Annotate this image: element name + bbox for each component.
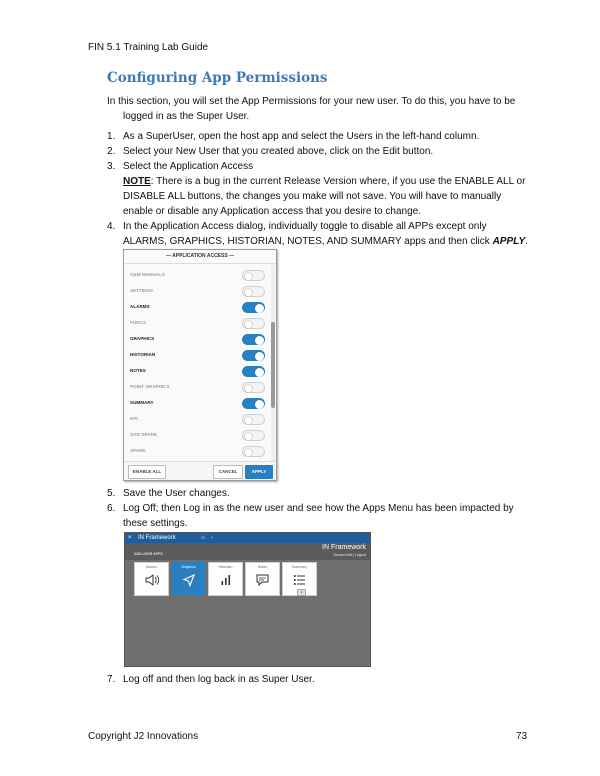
app-access-toggle[interactable] [242, 318, 265, 329]
app-access-toggle[interactable] [242, 446, 265, 457]
app-tile-summary[interactable] [282, 562, 317, 596]
app-tile-label: Graphics [181, 565, 196, 569]
intro-line-2: logged in as the Super User. [123, 111, 250, 122]
app-access-row [124, 444, 270, 460]
step-text: Save the User changes. [123, 488, 230, 499]
home-icon[interactable]: ⌂ [201, 535, 205, 541]
cancel-button[interactable]: CANCEL [213, 465, 243, 479]
page-header: FIN 5.1 Training Lab Guide [88, 42, 209, 53]
toggle-knob [255, 304, 264, 313]
framework-top-bar [125, 533, 370, 543]
user-info[interactable]: Gerard Huff | Logout [333, 553, 366, 557]
app-access-list [124, 265, 270, 462]
step-number: 1. [107, 131, 116, 142]
page-number: 73 [516, 731, 528, 742]
toggle-knob [244, 288, 253, 297]
app-access-label: SITE SPARK [130, 432, 158, 437]
step-text [123, 159, 532, 219]
step-text: Log Off; then Log in as the new user and see how the Apps Menu has been impacted by these settings. [123, 503, 514, 529]
app-access-row [124, 316, 270, 332]
step-2 [107, 144, 532, 159]
step-number: 6. [107, 503, 116, 514]
dialog-title: — APPLICATION ACCESS — [124, 250, 276, 264]
speaker-icon [135, 573, 168, 591]
app-access-row [124, 348, 270, 364]
app-access-label: ALARMS [130, 304, 150, 309]
app-access-label: GRAPHICS [130, 336, 155, 341]
app-tile-label: Alarms [146, 565, 157, 569]
toggle-knob [244, 384, 253, 393]
step-4-period: . [525, 236, 528, 247]
app-access-label: KPI [130, 416, 138, 421]
toggle-knob [244, 432, 253, 441]
app-access-row [124, 268, 270, 284]
app-access-row [124, 300, 270, 316]
step-number: 2. [107, 146, 116, 157]
toggle-knob [244, 448, 253, 457]
app-access-toggle[interactable] [242, 350, 265, 361]
navigate-arrow-icon [172, 573, 205, 592]
step-text: Select your New User that you created above, click on the Edit button. [123, 146, 434, 157]
dialog-footer [124, 461, 276, 481]
intro-line-1: In this section, you will set the App Permissions for your new user. To do this, you have to be [107, 96, 516, 107]
app-access-row [124, 396, 270, 412]
app-access-toggle[interactable] [242, 270, 265, 281]
app-tile-notes[interactable] [245, 562, 280, 596]
step-text: As a SuperUser, open the host app and select the Users in the left-hand column. [123, 131, 480, 142]
step-5 [107, 486, 532, 501]
step-3-text: Select the Application Access [123, 161, 254, 172]
steps-list-continued [107, 486, 532, 531]
app-tile-label: Historian [218, 565, 233, 569]
application-access-dialog [123, 249, 277, 481]
step-6 [107, 501, 532, 531]
step-text [123, 219, 532, 249]
scrollbar-thumb[interactable] [271, 322, 275, 408]
toggle-knob [255, 336, 264, 345]
toggle-knob [244, 320, 253, 329]
app-access-toggle[interactable] [242, 398, 265, 409]
app-access-row [124, 428, 270, 444]
framework-apps-screenshot [124, 532, 371, 667]
app-access-toggle[interactable] [242, 430, 265, 441]
summary-badge: 1 [297, 589, 306, 596]
app-access-row [124, 364, 270, 380]
toggle-knob [244, 416, 253, 425]
app-access-toggle[interactable] [242, 382, 265, 393]
app-access-row [124, 284, 270, 300]
app-tile-historian[interactable] [208, 562, 243, 596]
step-7 [107, 672, 532, 687]
step-1 [107, 129, 532, 144]
app-tile-label: Notes [257, 565, 268, 569]
step-number: 3. [107, 161, 116, 172]
chevron-right-icon[interactable]: › [211, 535, 213, 541]
step-text: Log off and then log back in as Super User. [123, 674, 315, 685]
app-tile-graphics[interactable] [171, 562, 206, 596]
note-label: NOTE [123, 176, 151, 187]
toggle-knob [255, 368, 264, 377]
toggle-knob [255, 400, 264, 409]
app-access-label: SPARK [130, 448, 146, 453]
app-access-label: HISTORIAN [130, 352, 156, 357]
app-access-label: POINT GRAPHICS [130, 384, 170, 389]
footer-copyright: Copyright J2 Innovations [88, 731, 199, 742]
framework-subheader [125, 543, 370, 560]
framework-brand: IN Framework [138, 535, 176, 541]
app-access-row [124, 332, 270, 348]
step-number: 5. [107, 488, 116, 499]
app-access-label: NOTES [130, 368, 146, 373]
app-access-toggle[interactable] [242, 414, 265, 425]
app-access-label: O&M MANUALS [130, 272, 165, 277]
app-access-toggle[interactable] [242, 334, 265, 345]
close-icon[interactable]: × [128, 535, 132, 541]
steps-list [107, 129, 532, 249]
toggle-knob [244, 272, 253, 281]
note-icon [246, 573, 279, 591]
app-access-label: SUMMARY [130, 400, 154, 405]
step-3 [107, 159, 532, 219]
app-access-row [124, 412, 270, 428]
app-access-label: SETTINGS [130, 288, 153, 293]
bar-chart-icon [209, 573, 242, 591]
app-access-toggle[interactable] [242, 286, 265, 297]
app-tile-alarms[interactable] [134, 562, 169, 596]
app-access-label: FUNCS [130, 320, 146, 325]
app-access-row [124, 380, 270, 396]
apply-emphasis: APPLY [492, 236, 526, 247]
step-4 [107, 219, 532, 249]
intro-paragraph [107, 94, 527, 124]
framework-logo: IN Framework [322, 544, 366, 551]
toggle-knob [255, 352, 264, 361]
step-4-text: In the Application Access dialog, individually toggle to disable all APPs except only ALARMS, GRAPHICS, HISTORIAN, NOTES, AND SUMMARY apps and then click [123, 221, 493, 247]
step-number: 4. [107, 221, 116, 232]
note-text: : There is a bug in the current Release Version where, if you use the ENABLE ALL or DISABLE ALL buttons, the changes you make will not save. You will have to manually enable or disable any Application access that you desire to change. [123, 176, 526, 217]
app-tile-label: Summary [292, 565, 307, 569]
enable-all-button[interactable]: ENABLE ALL [128, 465, 166, 479]
app-access-toggle[interactable] [242, 366, 265, 377]
step-number: 7. [107, 674, 116, 685]
app-access-toggle[interactable] [242, 302, 265, 313]
apps-label: ANS-USER APPS [134, 552, 163, 556]
section-title: Configuring App Permissions [107, 70, 328, 86]
apply-button[interactable]: APPLY [245, 465, 273, 479]
